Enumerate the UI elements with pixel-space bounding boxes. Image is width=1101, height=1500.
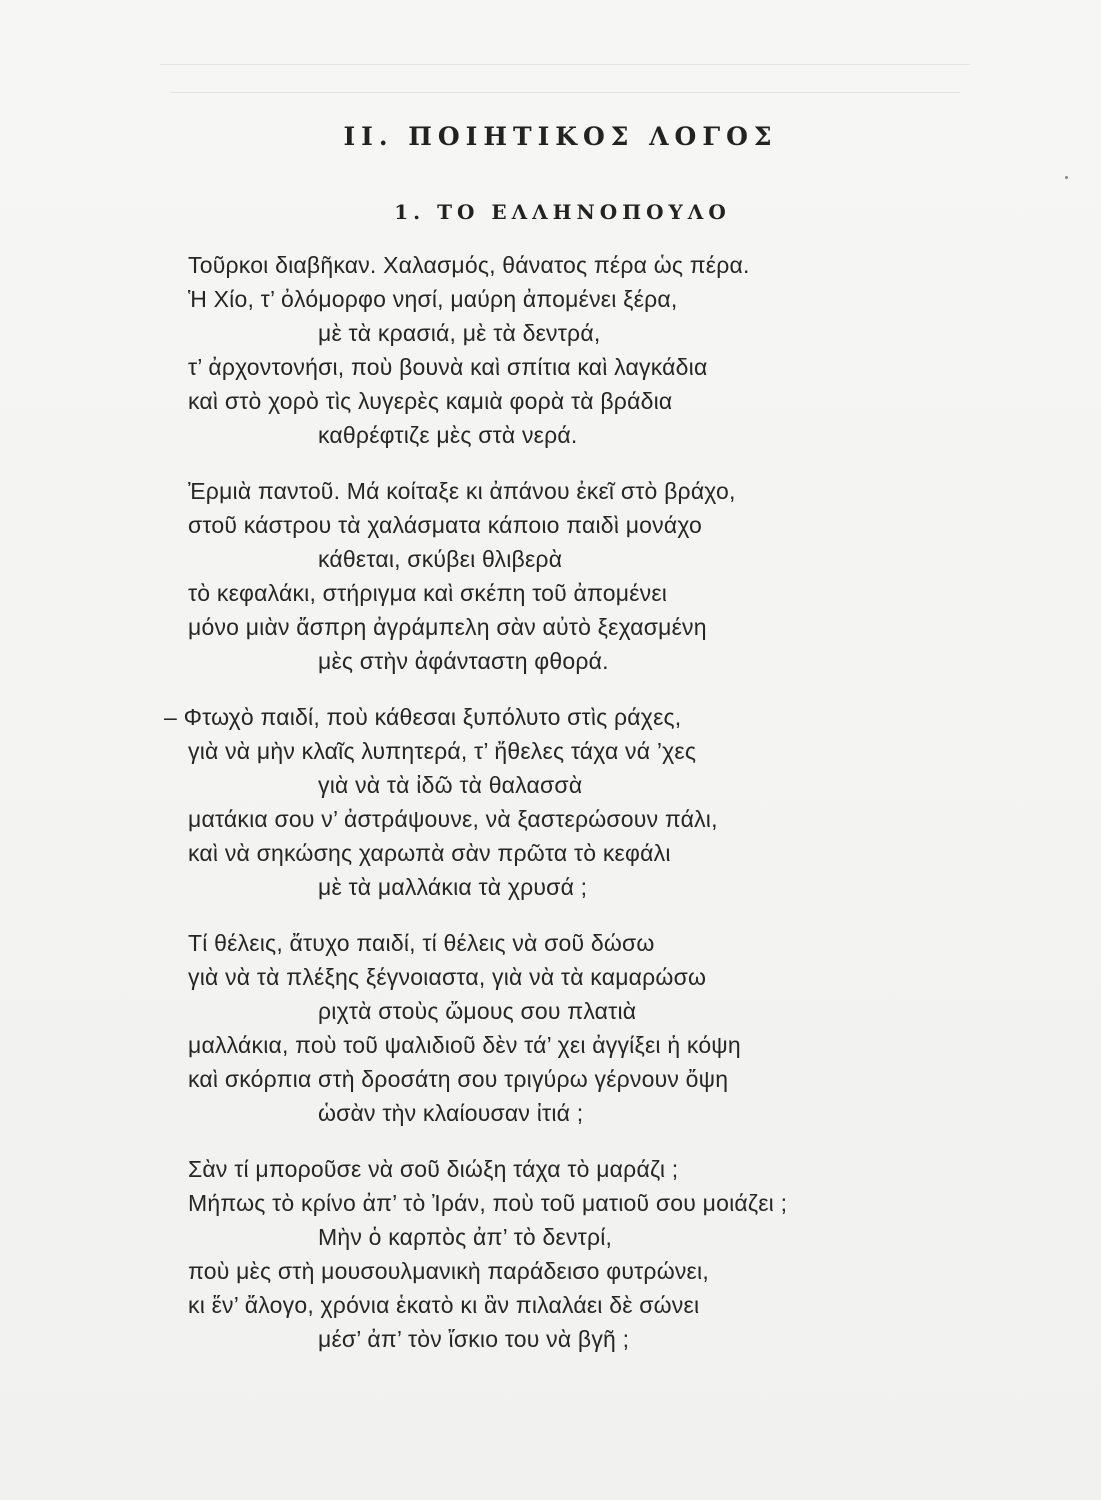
verse-line: κι ἕν’ ἄλογο, χρόνια ἑκατὸ κι ἂν πιλαλάει δὲ σώνει [188,1292,700,1318]
verse-line: Μὴν ὁ καρπὸς ἀπ’ τὸ δεντρί, [318,1224,613,1250]
verse-line: καὶ σκόρπια στὴ δροσάτη σου τριγύρω γέρνουν ὄψη [188,1066,729,1092]
verse-line: Ἐρμιὰ παντοῦ. Μά κοίταξε κι ἀπάνου ἐκεῖ στὸ βράχο, [188,478,736,504]
verse-line: μαλλάκια, ποὺ τοῦ ψαλιδιοῦ δὲν τά’ χει ἀγγίξει ἡ κόψη [188,1032,741,1058]
section-title: II. ΠΟΙΗΤΙΚΟΣ ΛΟΓΟΣ [343,122,778,151]
verse-line: μόνο μιὰν ἄσπρη ἀγράμπελη σὰν αὐτὸ ξεχασμένη [188,614,707,640]
verse-line: γιὰ νὰ τὰ ἰδῶ τὰ θαλασσὰ [318,772,583,798]
verse-line: – Φτωχὸ παιδί, ποὺ κάθεσαι ξυπόλυτο στὶς ράχες, [164,704,682,730]
verse-line: ριχτὰ στοὺς ὤμους σου πλατιὰ [318,998,637,1024]
verse-line: μέσ’ ἀπ’ τὸν ἴσκιο του νὰ βγῆ ; [318,1326,630,1352]
verse-line: τὸ κεφαλάκι, στήριγμα καὶ σκέπη τοῦ ἀπομένει [188,580,668,606]
verse-line: Σὰν τί μποροῦσε νὰ σοῦ διώξη τάχα τὸ μαράζι ; [188,1156,679,1182]
verse-line: στοῦ κάστρου τὰ χαλάσματα κάποιο παιδὶ μονάχο [188,512,703,538]
verse-line: μὲ τὰ μαλλάκια τὰ χρυσά ; [318,874,588,900]
verse-line: ὡσὰν τὴν κλαίουσαν ἰτιά ; [318,1100,584,1126]
verse-line: ποὺ μὲς στὴ μουσουλμανικὴ παράδεισο φυτρώνει, [188,1258,709,1284]
verse-line: μὲς στὴν ἀφάνταστη φθορά. [318,648,609,674]
verse-line: τ’ ἀρχοντονήσι, ποὺ βουνὰ καὶ σπίτια καὶ λαγκάδια [188,354,708,380]
verse-line: καὶ νὰ σηκώσης χαρωπὰ σὰν πρῶτα τὸ κεφάλι [188,840,671,866]
verse-line: γιὰ νὰ τὰ πλέξης ξέγνοιαστα, γιὰ νὰ τὰ καμαρώσω [188,964,707,990]
poem-title: 1. ΤΟ ΕΛΛΗΝΟΠΟΥΛΟ [394,200,731,224]
verse-line: κάθεται, σκύβει θλιβερὰ [318,546,563,572]
verse-line: Μήπως τὸ κρίνο ἀπ’ τὸ Ἰράν, ποὺ τοῦ ματιοῦ σου μοιάζει ; [188,1190,788,1216]
verse-line: Τοῦρκοι διαβῆκαν. Χαλασμός, θάνατος πέρα ὡς πέρα. [188,252,750,278]
verse-line: μὲ τὰ κρασιά, μὲ τὰ δεντρά, [318,320,601,346]
verse-line: καθρέφτιζε μὲς στὰ νερά. [318,422,578,448]
verse-line: γιὰ νὰ μὴν κλαῖς λυπητερά, τ’ ἤθελες τάχα νά ’χες [188,738,697,764]
verse-line: καὶ στὸ χορὸ τὶς λυγερὲς καμιὰ φορὰ τὰ βράδια [188,388,673,414]
verse-line: Τί θέλεις, ἄτυχο παιδί, τί θέλεις νὰ σοῦ δώσω [188,930,655,956]
verse-line: ματάκια σου ν’ ἀστράψουνε, νὰ ξαστερώσουν πάλι, [188,806,718,832]
verse-line: Ἡ Χίο, τ’ ὀλόμορφο νησί, μαύρη ἀπομένει ξέρα, [188,286,678,312]
